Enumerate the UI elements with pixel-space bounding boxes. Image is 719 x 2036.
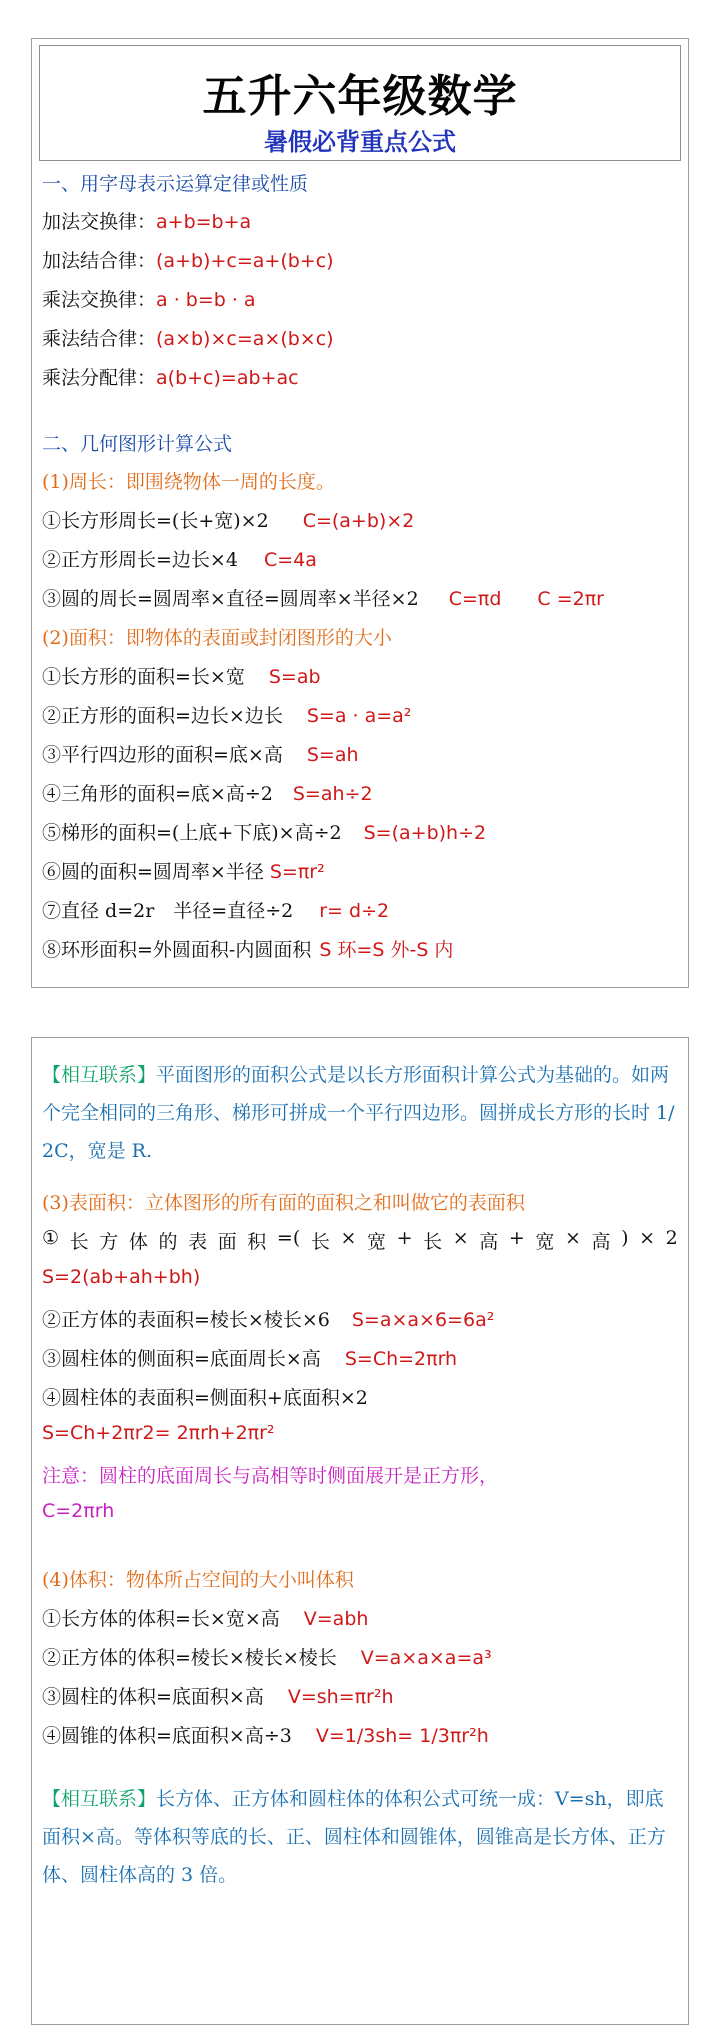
volume-label: ②正方体的体积=棱长×棱长×棱长 [42,1647,337,1669]
surface-item-1-char: 表 [188,1231,208,1253]
surface-item-1-char: 高 [591,1231,611,1253]
area-formula: S 环=S 外-S 内 [319,939,454,961]
relation-text: 平面图形的面积公式是以长方形面积计算公式为基础的。如两个完全相同的三角形、梯形可拼成一个平行四边形。圆拼成长方形的长时 1/2C，宽是 R. [42,1064,675,1162]
law-item [42,207,682,234]
volume-label: ④圆锥的体积=底面积×高÷3 [42,1725,292,1747]
perimeter-formula: C=4a [263,549,317,571]
area-item [42,857,682,884]
area-label: ④三角形的面积=底×高÷2 [42,783,273,805]
volume-item [42,1604,682,1631]
area-label: ⑥圆的面积=圆周率×半径 [42,861,264,883]
surface-label: ③圆柱体的侧面积=底面周长×高 [42,1348,321,1370]
law-label: 乘法分配律： [42,367,157,389]
section2-heading: 二、几何图形计算公式 [42,433,233,455]
area-formula: S=ah÷2 [292,783,373,805]
surface-item-1-char: 长 [423,1231,443,1253]
law-formula: (a×b)×c=a×(b×c) [156,328,334,350]
surface-item-1-char: 长 [69,1231,89,1253]
law-formula: a(b+c)=ab+ac [156,367,299,389]
volume-item [42,1643,682,1670]
perimeter-heading: (1)周长：即围绕物体一周的长度。 [42,471,335,493]
area-formula: S=(a+b)h÷2 [363,822,487,844]
surface-heading: (3)表面积：立体图形的所有面的面积之和叫做它的表面积 [42,1192,525,1214]
surface-item-2 [42,1305,682,1332]
surface-item-1-char: × [639,1227,656,1249]
law-item [42,324,682,351]
law-item [42,285,682,312]
surface-item-1 [42,1227,678,1254]
page-title: 五升六年级数学 [202,71,518,122]
volume-formula: V=abh [303,1608,369,1630]
area-item [42,896,682,923]
surface-formula: S=a×a×6=6a² [351,1309,495,1331]
formula-card-2 [31,1037,689,2025]
surface-item-1-char: 宽 [535,1231,555,1253]
surface-formula: S=Ch=2πrh [344,1348,458,1370]
law-label: 乘法交换律： [42,289,157,311]
volume-label: ③圆柱的体积=底面积×高 [42,1686,264,1708]
title-box [39,45,681,161]
area-item [42,779,682,806]
surface-item-1-char: × [452,1227,469,1249]
section1-heading: 一、用字母表示运算定律或性质 [42,173,309,195]
formula-card-1 [31,38,689,988]
law-label: 加法交换律： [42,211,157,233]
surface-item-1-char: + [396,1227,413,1249]
surface-item-1-char: × [340,1227,357,1249]
surface-item-1-char: 长 [310,1231,330,1253]
area-formula: S=a · a=a² [306,705,412,727]
law-item [42,246,682,273]
area-item [42,740,682,767]
area-label: ⑦直径 d=2r 半径=直径÷2 [42,900,294,922]
surface-item-1-char: 高 [479,1231,499,1253]
area-item [42,818,682,845]
volume-formula: V=a×a×a=a³ [360,1647,492,1669]
surface-label: ②正方体的表面积=棱长×棱长×6 [42,1309,330,1331]
area-label: ⑤梯形的面积=(上底+下底)×高÷2 [42,822,342,844]
relation-note-2 [42,1780,678,1894]
law-label: 加法结合律： [42,250,157,272]
perimeter-formula-2: C =2πr [537,588,604,610]
area-item [42,935,682,962]
volume-formula: V=sh=πr²h [287,1686,394,1708]
perimeter-item [42,584,682,611]
surface-item-1-char: ① [42,1227,60,1249]
area-formula: S=ah [306,744,359,766]
surface-formula-1: S=2(ab+ah+bh) [42,1266,201,1288]
perimeter-label: ②正方形周长=边长×4 [42,549,238,571]
surface-item-1-char: 方 [99,1231,119,1253]
law-formula: a · b=b · a [156,289,256,311]
area-heading: (2)面积：即物体的表面或封闭图形的大小 [42,627,392,649]
relation-text: 长方体、正方体和圆柱体的体积公式可统一成：V=sh，即底面积×高。等体积等底的长、正、圆柱体和圆锥体，圆锥高是长方体、正方体、圆柱体高的 3 倍。 [42,1788,666,1886]
surface-item-1-char: 的 [158,1231,178,1253]
relation-tag: 【相互联系】 [42,1788,157,1810]
surface-item-1-char: =( [276,1227,301,1249]
volume-formula: V=1/3sh= 1/3πr²h [315,1725,489,1747]
law-formula: (a+b)+c=a+(b+c) [156,250,334,272]
area-label: ③平行四边形的面积=底×高 [42,744,283,766]
law-label: 乘法结合律： [42,328,157,350]
law-item [42,363,682,390]
area-item [42,701,682,728]
perimeter-formula: C=πd [448,588,502,610]
perimeter-item [42,506,682,533]
area-formula: S=ab [268,666,321,688]
relation-tag: 【相互联系】 [42,1064,157,1086]
surface-item-1-char: ) [621,1227,629,1249]
area-formula: S=πr² [269,861,325,883]
surface-item-1-char: 积 [247,1231,267,1253]
area-label: ①长方形的面积=长×宽 [42,666,245,688]
relation-note-1 [42,1056,678,1170]
area-label: ⑧环形面积=外圆面积-内圆面积 [42,939,312,961]
volume-item [42,1682,682,1709]
page-subtitle: 暑假必背重点公式 [264,128,456,156]
volume-item [42,1721,682,1748]
volume-label: ①长方体的体积=长×宽×高 [42,1608,280,1630]
perimeter-item [42,545,682,572]
surface-item-1-char: 宽 [366,1231,386,1253]
area-label: ②正方形的面积=边长×边长 [42,705,283,727]
perimeter-formula: C=(a+b)×2 [302,510,415,532]
surface-item-3 [42,1344,682,1371]
area-item [42,662,682,689]
surface-item-1-char: 2 [665,1227,678,1249]
area-formula: r= d÷2 [319,900,390,922]
volume-heading: (4)体积：物体所占空间的大小叫体积 [42,1569,354,1591]
surface-formula-4: S=Ch+2πr2= 2πrh+2πr² [42,1422,275,1444]
surface-label: ④圆柱体的表面积=侧面积+底面积×2 [42,1387,368,1409]
surface-note-formula: C=2πrh [42,1500,115,1522]
perimeter-label: ③圆的周长=圆周率×直径=圆周率×半径×2 [42,588,419,610]
surface-item-1-char: + [508,1227,525,1249]
surface-item-1-char: × [564,1227,581,1249]
law-formula: a+b=b+a [156,211,252,233]
surface-item-1-char: 体 [128,1231,148,1253]
surface-item-1-char: 面 [217,1231,237,1253]
surface-note: 注意：圆柱的底面周长与高相等时侧面展开是正方形， [42,1465,499,1487]
perimeter-label: ①长方形周长=(长+宽)×2 [42,510,269,532]
surface-item-4 [42,1383,682,1410]
